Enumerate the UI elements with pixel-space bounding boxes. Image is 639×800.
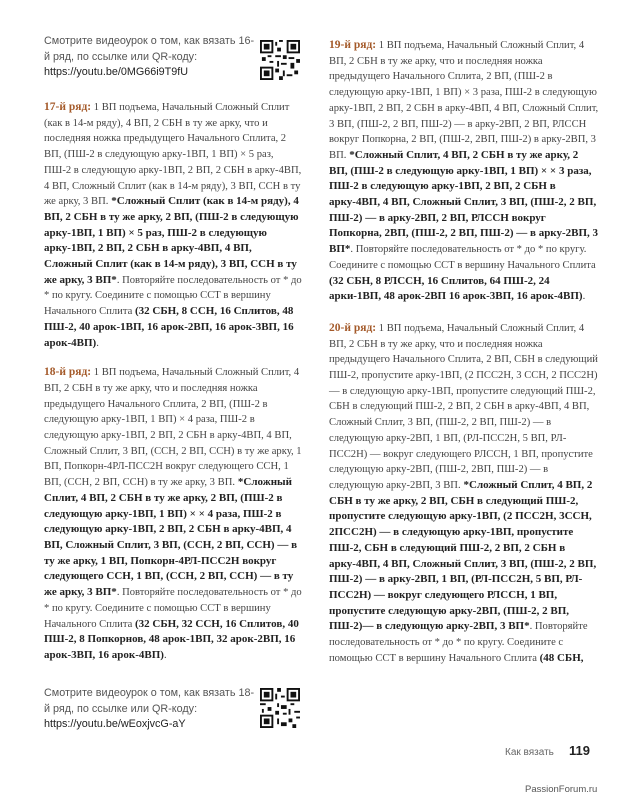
row-19-join: . Повторяйте последовательность от * до * по кругу. Соедините с помощью ССТ в вершину Начального Сплита [329, 244, 596, 271]
video-link-1[interactable]: https://youtu.be/0MG66i9T9fU [44, 66, 189, 78]
row-17-end: . [96, 337, 99, 349]
row-18-repeat: *Сложный Сплит, 4 ВП, 2 СБН в ту же арку, 2 ВП, (ПШ-2 в следующую арку-1ВП, 1 ВП) × × 4 раза, ПШ-2 в следующую арку-1ВП, 2 ВП, 2 СБН в арку-4ВП, 4 ВП, Сложный Сплит, 3 ВП, (ССН, 2 ВП, ССН) — в ту же арку, 1 ВП, Попкорн-4РЛ-ПСС2Н вокруг следующего ССН, 1 ВП, (ССН, 2 ВП, ССН) — в ту же арку, 3 ВП* [44, 476, 298, 599]
row-17-title: 17-й ряд: [44, 101, 92, 113]
qr-code-2 [260, 688, 300, 728]
row-20-text: 1 ВП подъема, Начальный Сложный Сплит, 4 ВП, 2 СБН в ту же арку, что и последняя ножка предыдущего Начального Сплита, 2 ВП, СБН в следующий ПШ-2, пропустите арку-1ВП, (2 ПСС2Н, 3 ССН, 2 ПСС2Н) — в следующую арку-1ВП, пропустите следующий ПШ-2, СБН в следующий ПШ-2, 2 ВП, 2 СБН в арку-4ВП, 4 ВП, Сложный Сплит, 3 ВП, (ПШ-2, 2 ВП, ПШ-2) — в следующую арку-2ВП, 1 ВП, (РЛ-ПСС2Н, 5 ВП, РЛ-ПСС2Н) — вокруг следующего РЛССН, 1 ВП, пропустите следующую арку-2ВП, (ПШ-2, 2ВП, ПШ-2) — в следующую арку-2ВП, 3 ВП. [329, 322, 598, 491]
row-20 [329, 321, 599, 666]
row-19-title: 19-й ряд: [329, 39, 377, 51]
row-20-repeat: *Сложный Сплит, 4 ВП, 2 СБН в ту же арку, 2 ВП, СБН в следующий ПШ-2, пропустите следующую арку-1ВП, (2 ПСС2Н, 3ССН, 2ПСС2Н) — в следующую арку-1ВП, пропустите ПШ-2, СБН в следующий ПШ-2, 2 ВП, 2 СБН в арку-4ВП, 4 ВП, Сложный Сплит, 3 ВП, (ПШ-2, 2 ВП, ПШ-2) — в арку-2ВП, 1 ВП, (РЛ-ПСС2Н, 5 ВП, РЛ-ПСС2Н) — вокруг следующего РЛССН, 1 ВП, пропустите следующую арку-2ВП, (ПШ-2, 2 ВП, ПШ-2)— в следующую арку-2ВП, 3 ВП* [329, 478, 597, 633]
video-note-2 [44, 686, 259, 733]
row-18-join: . Повторяйте последовательность от * до * по кругу. Соедините с помощью ССТ в вершину Начального Сплита [44, 587, 302, 630]
row-18-end: . [163, 649, 167, 661]
watermark: PassionForum.ru [525, 784, 598, 795]
left-column [44, 100, 302, 674]
row-17-join: . Повторяйте последовательность от * до * по кругу. Соедините с помощью ССТ в вершину Начального Сплита [44, 274, 302, 318]
video-note-1 [44, 34, 259, 81]
row-17-repeat: *Сложный Сплит (как в 14-м ряду), 4 ВП, 2 СБН в ту же арку, 2 ВП, (ПШ-2 в следующую арку-1ВП, 1 ВП) × 5 раз, ПШ-2 в следующую арку-1ВП, 2 ВП, 2 СБН в арку-4ВП, 4 ВП, Сложный Сплит (как в 14-м ряду), 3 ВП, ССН в ту же арку, 3 ВП* [44, 195, 299, 286]
row-17 [44, 100, 302, 351]
row-20-join: . Повторяйте последовательность от * до * по кругу. Соедините с помощью ССТ в вершину Начального Сплита [329, 621, 588, 664]
row-18-title: 18-й ряд: [44, 366, 92, 379]
row-20-total: (48 СБН, [539, 651, 584, 664]
row-19-repeat: *Сложный Сплит, 4 ВП, 2 СБН в ту же арку, 2 ВП, (ПШ-2 в следующую арку-1ВП, 1 ВП) × × 3 раза, ПШ-2 в следующую арку-1ВП, 2 ВП, 2 СБН в арку-4ВП, 4 ВП, Сложный Сплит, 3 ВП, (ПШ-2, 2 ВП, ПШ-2) — в арку-2ВП, 2 ВП, РЛССН вокруг Попкорна, 2ВП, (ПШ-2, 2 ВП, ПШ-2) — в арку-2ВП, 3 ВП* [329, 148, 599, 256]
row-19-text: 1 ВП подъема, Начальный Сложный Сплит, 4 ВП, 2 СБН в ту же арку, что и последняя ножка предыдущего Начального Сплита, 2 ВП, (ПШ-2 в следующую арку-1ВП, 1 ВП) × 3 раза, ПШ-2 в следующую арку-1ВП, 2 ВП, 2 СБН в арку-4ВП, 4 ВП, Сложный Сплит, 3 ВП, (ПШ-2, 2 ВП, ПШ-2) — в арку-2ВП, 2 ВП, РЛССН вокруг Попкорна, 2 ВП, (ПШ-2, 2ВП, ПШ-2) в арку-2ВП, 3 ВП. [329, 40, 599, 161]
row-19-end: . [582, 291, 586, 303]
right-column [329, 38, 599, 676]
page-number: 119 [569, 743, 590, 758]
video-note-2-text: Смотрите видеоурок о том, как вязать 18-й ряд, по ссылке или QR-коду: [44, 687, 255, 715]
row-20-title: 20-й ряд: [329, 321, 377, 334]
row-17-total: (32 СБН, 8 ССН, 16 Сплитов, 48 ПШ-2, 40 арок-1ВП, 16 арок-2ВП, 16 арок-3ВП, 16 арок-4ВП) [44, 305, 294, 349]
row-19-total: (32 СБН, 8 РЛССН, 16 Сплитов, 64 ПШ-2, 24 арки-1ВП, 48 арок-2ВП 16 арок-3ВП, 16 арок-4ВП) [329, 274, 583, 303]
row-18 [44, 365, 302, 663]
footer-section: Как вязать [505, 747, 554, 758]
row-19 [329, 38, 599, 305]
video-link-2[interactable]: https://youtu.be/wEoxjvcG-aY [44, 718, 186, 730]
qr-code-1 [260, 40, 300, 80]
row-18-text: 1 ВП подъема, Начальный Сложный Сплит, 4 ВП, 2 СБН в ту же арку, что и последняя ножка предыдущего Начального Сплита, 2 ВП, (ПШ-2 в следующую арку-1ВП, 1 ВП) × 4 раза, ПШ-2 в следующую арку-1ВП, 2 ВП, 2 СБН в арку-4ВП, 4 ВП, Сложный Сплит, 3 ВП, (ССН, 2 ВП, ССН) в ту же арку, 1 ВП, Попкорн-4РЛ-ПСС2Н вокруг следующего ССН, 1 ВП, (ССН, 2 ВП, ССН) в ту же арку, 3 ВП. [44, 367, 302, 489]
video-note-1-text: Смотрите видеоурок о том, как вязать 16-й ряд, по ссылке или QR-коду: [44, 35, 255, 63]
row-18-total: (32 СБН, 32 ССН, 16 Сплитов, 40 ПШ-2, 8 Попкорнов, 48 арок-1ВП, 32 арок-2ВП, 16 арок-3ВП, 16 арок-4ВП) [44, 617, 299, 661]
row-17-text: 1 ВП подъема, Начальный Сложный Сплит (как в 14-м ряду), 4 ВП, 2 СБН в ту же арку, что и последняя ножка предыдущего Начального Сплита, 2 ВП, (ПШ-2 в следующую арку-1ВП, 1 ВП) × 5 раз, ПШ-2 в следующую арку-1ВП, 2 ВП, 2 СБН в арку-4ВП, 4 ВП, Сложный Сплит (как в 14-м ряду), 3 ВП, ССН в ту же арку, 3 ВП. [44, 102, 302, 208]
